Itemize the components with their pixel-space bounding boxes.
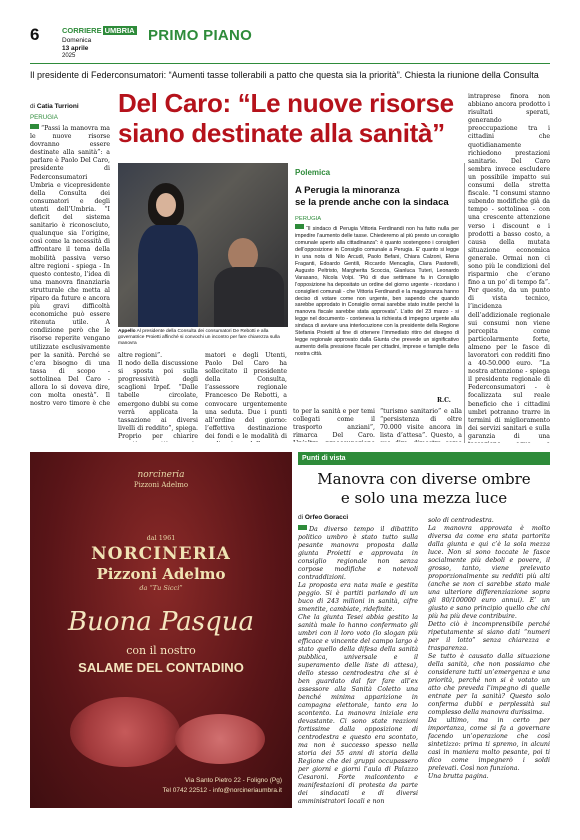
masthead-logo [62,26,137,35]
overline: Il presidente di Federconsumatori: “Aumenti tasse tollerabili a patto che questa sia la priorità”. Chiesta la riunione della Consulta [30,70,539,80]
box-signature: R.C. [437,397,451,404]
caption-text: Al presidente della Consulta dei consumatori De Rebotti e alla governatrice Proietti affinché si convochi un incontro per fare chiarezza sulla manovra [118,329,280,346]
headline-line-1: Del Caro: “Le nuove risorse [118,88,454,118]
ad-with: con il nostro [126,644,196,657]
header-day: Domenica [62,37,92,44]
article-column-2 [118,352,198,442]
opinion-text-2: solo di centrodestra. La manovra approvata è molto diversa da come era stata partorita dalla giunta e qui c’è la sola mezza luce. Non si sono toccate le fasce socialmente più deboli e povere, il grosso, tanto, viene prelevato proporzionalmente su redditi più alti (anche se non ci sarebbe stato male una ulteriore differenziazione sopra gli 80/100000 euro annui). E’ un giusto e sano principio quello che chi più ha più deve contribuire. Detto ciò è incomprensibile perché ripetutamente si siano dati “numeri per il lotto” senza chiarezza e trasparenza. Se tutto è causato dalla situazione della sanità, che non possiamo che considerare tutti un’emergenza e una priorità, perché non si è votato un atto che preveda l’impegno di quelle entrate per la sanità? Questo solo conferma dubbi e perplessità sul complesso della manovra durissima. Da ultimo, ma in certo per importanza, come si fa a governare facendo un’operazione che così sintetizzo: prima ti spremo, in alcuni casi in maniera molto pesante, poi ti dico come impegnerò i soldi prelevati. Così non funziona. Una brutta pagina. [428,517,550,780]
box-title-line-1: A Perugia la minoranza [295,185,400,196]
headline [118,88,458,148]
opinion-byline-name: Orfeo Goracci [304,514,349,521]
opinion-column-1 [298,525,418,815]
article-column-4 [293,408,375,442]
ad-tagline: da “Tu Sicci” [139,584,183,592]
opinion-title-line-2: e solo una mezza luce [340,489,508,507]
article-text-4: to per la sanità e per temi collegati come il trasporto anziani”, rimarca Del Caro. [293,408,375,440]
news-photo [118,163,288,327]
salami-slice-icon [175,714,265,764]
article-text-6: intraprese finora non abbiano ancora prodotto i risultati sperati, generando preoccupazione tra i cittadini che quotidianamente richiedono prestazioni sanitarie. Del Caro sembra invece escludere un possibile impatto sui consumi della stretta fiscale. “I consumi stanno subendo modifiche già da tempo - sottolinea - con una crescente attenzione verso i discount e i prodotti a basso costo, a causa della mutata situazione economica generale. Ormai non ci sono più le condizioni del risparmio che c’erano fino a un po’ di tempo fa”. Per questo, da un punto di vista tecnico, l’incidenza dell’addizionale regionale sui consumi non viene percepita come particolarmente forte, almeno per le fasce di lavoratori con redditi fino a 40-50.000 euro. “La nostra attenzione - spiega il presidente regionale di Federconsumatori - è focalizzata sul reale beneficio che i cittadini umbri potranno trarre in termini di miglioramento dei servizi sanitari e sulla garanzia di una [468,93,550,440]
box-title-line-2: se la prende anche con la sindaca [295,197,449,208]
ad-script: Buona Pasqua [67,607,255,637]
header-date: 13 aprile [62,45,89,52]
logo-left: CORRIERE [62,26,102,35]
advertisement [30,452,292,808]
column-divider [464,163,465,443]
ad-name-1: NORCINERIA [91,544,231,564]
article-text-5: “turismo sanitario” e alla “persistenza di oltre 70.000 visite ancora in lista d’attesa”. Questo, a [380,408,462,440]
ad-product: SALAME DEL CONTADINO [78,660,244,675]
article-column-5 [380,408,462,442]
opinion-lead-marker [298,525,307,530]
byline [30,103,79,110]
section-label: PRIMO PIANO [148,27,253,44]
box-text: “Il sindaco di Perugia Vittoria Ferdinandi non ha fatto nulla per impedire l’aumento delle tasse. Chiederemo al più presto un consiglio comunale aperto alla cittadinanza”: è quanto sostengono i consiglieri dell’opposizione in Consiglio comunale a Perugia. E’ quanto si legge in una nota di Nilo Arcudi, Paolo Befani, Chiara Calzoni, Elena Fraganti, Edoardo Gentili, Riccardo Mencaglia, Clara Pastorelli, Augusto Peltristo, Margherita Scoccia, Gianluca Tuteri, Leonardo Varasano, Nicola Volpi. “Più di due settimane fa in Consiglio l’opposizione ha depositato un ordine del giorno urgente - ricordano i consiglieri comunali - che Vittoria Ferdinandi e la maggioranza hanno deciso di votare come non urgente, ben sapendo che quando sarebbe approdato in Consiglio ormai sarebbe stato inutile perché la manovra fiscale sarebbe stata approvata”. L’atto del 23 marzo - si legge nel documento - conteneva la richiesta di impegno urgente alla sindaca di avviare una interlocuzione con la presidente della Regione Stefania Proietti al fine di ottenere l’immediato ritiro del disegno di legge regionale approvato dalla Giunta che prevede un significativo aumento della pressione fiscale per cittadini, imprese e famiglie della nostra città. [295,226,459,358]
ad-name-2: Pizzoni Adelmo [96,565,226,583]
byline-prefix: di [30,103,36,110]
box-body [295,224,459,394]
lead-marker [30,124,39,129]
opinion-text-1: Da diverso tempo il dibattito politico umbro è stato tutto sulla pesante manovra proposta dalla giunta Proietti e approvata in consiglio regionale non senza corpose modifiche e notevoli contraddizioni. La proposta era nata male e gestita peggio. Si è partiti parlando di un buco di 243 milioni in sanità, cifre smentite, cambiate, ridefinite. Che la giunta Tesei abbia gestito la sanità male lo hanno confermato gli umbri con il loro voto (lo slogan più efficace e vincente del campo largo è stato quello della difesa della sanità pubblica, universale e il superamento delle liste di attesa), dello stesso centrodestra che si è ben guardato dal far fare all’ex assessore alla Sanità Coletto una benché minima apparizione in campagna elettorale, tanto era lo scontento. La manovra iniziale era devastante. Ci sono state reazioni fortissime dalla opposizione di centrodestra e questo era scontato, ma non è successo spesso nella storia dei 55 anni di storia della Regione che dei gruppi occupassero per giorni e giorni l’aula di Palazzo Cesaroni. Forte malcontento e manifestazioni di protesta da parte dei sindacati e di diversi amministratori locali e non [298,526,418,805]
article-column-6 [468,93,550,443]
opinion-title [298,470,550,508]
ad-contact: Tel 0742 22512 - info@norcineriaumbra.it [162,787,282,794]
caption-bold: Appello [118,329,136,334]
photo-caption [118,329,290,347]
box-tag: Polemica [295,168,331,177]
opinion-title-line-1: Manovra con diverse ombre [317,470,531,488]
header-rule [30,63,550,64]
photo-body [138,225,198,327]
header-year: 2025 [62,53,76,59]
photo-man-body [214,267,284,327]
dateline: PERUGIA [30,114,58,121]
salami-icon [70,697,180,767]
box-lead-marker [295,224,304,229]
ad-brand-top: norcineria [137,470,185,480]
ad-brand-sub: Pizzoni Adelmo [133,481,189,489]
ad-address: Via Santo Pietro 22 - Foligno (Pg) [184,777,282,784]
article-text-3: matori e degli Utenti, Paolo Del Caro ha sollecitato il presidente della Consulta, l’assessore regionale Francesco De Rebotti, a convocare urgentemente una seduta. Due i punti all’ordine del giorno: l’effettiva destinazione dei fondi e le modalità di [205,352,287,440]
logo-right: UMBRIA [104,26,135,35]
article-text-1: “Passi la manovra ma le nuove risorse dovranno essere destinate alla sanità”: a parlare è Paolo Del Caro, presidente di Federconsumatori Umbria e vicepresidente della Consulta dei consumatori e degli utenti dell’Umbria. “I deficit del sistema sanitario è riconosciuto, qualunque sia l’origine, così come la necessità di affrontare il tema della mobilità passiva verso altre regioni - spiega - In questo contesto, l’idea di una manovra finanziaria strutturale che metta al riparo da future e ancora più gravi difficoltà economiche può essere ritenuta utile. A condizione però che le risorse reperite vengano utilizzate esclusivamente per la sanità. Perché se c’era bisogno di una tassa di scopo - sottolinea Del Caro - allora lo si doveva dire, con molta onestà”. Il nostro vero timore è che [30,125,110,407]
article-column-1 [30,124,110,407]
byline-name: Catia Turrioni [36,103,79,110]
opinion-column-2 [428,517,550,815]
article-text-2: altre regioni”. Il nodo della discussione si sposta poi sulla progressività degli scaglioni Irpef. “Dalle tabelle circolate, emergono dubbi su come verrà applicata la tassazione ai diversi livelli di reddito”, spiega. Proprio per chiarire [118,352,198,440]
opinion-byline [298,514,348,521]
box-title [295,185,465,209]
ad-since: dal 1961 [146,534,176,542]
article-column-3 [205,352,287,442]
page-number: 6 [30,25,40,44]
opinion-tag: Punti di vista [298,452,550,465]
box-dateline: PERUGIA [295,216,322,222]
photo-face [156,193,176,217]
headline-line-2: siano destinate alla sanità” [118,118,445,148]
opinion-byline-prefix: di [298,514,304,521]
